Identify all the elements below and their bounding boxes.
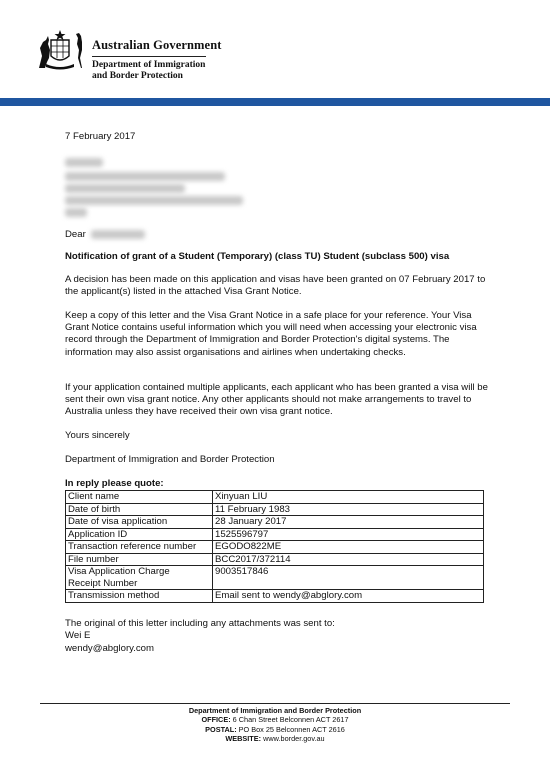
table-value: Xinyuan LIU: [213, 491, 484, 504]
table-value: 9003517846: [213, 566, 484, 590]
table-label: File number: [66, 553, 213, 566]
sent-to-intro: The original of this letter including any attachments was sent to:: [65, 618, 335, 629]
department-line-1: Department of Immigration: [92, 60, 206, 70]
table-value: BCC2017/372114: [213, 553, 484, 566]
footer-website-link[interactable]: www.border.gov.au: [263, 733, 325, 743]
table-label: Application ID: [66, 528, 213, 541]
redacted-address-line: [65, 158, 103, 167]
table-label: Transaction reference number: [66, 541, 213, 554]
redacted-address-line: [65, 196, 243, 205]
table-row: [66, 553, 484, 566]
signatory: Department of Immigration and Border Protection: [65, 454, 275, 465]
table-row: [66, 516, 484, 529]
redacted-address-line: [65, 184, 185, 193]
salutation: [65, 229, 86, 241]
letterhead: [0, 0, 550, 112]
footer-postal-label: POSTAL:: [205, 724, 237, 734]
table-row: [66, 503, 484, 516]
letter-subject: Notification of grant of a Student (Temporary) (class TU) Student (subclass 500) visa: [65, 251, 450, 262]
table-row: [66, 491, 484, 504]
paragraph: If your application contained multiple applicants, each applicant who has been granted a visa will be sent their own visa grant notice. Any other applicants should not make arrangements to travel to Australia unless they have received their own visa grant notice.: [65, 382, 488, 418]
table-value: Email sent to wendy@abglory.com: [213, 590, 484, 603]
paragraph: A decision has been made on this application and visas have been granted on 07 February 2017 to the applicant(s) listed in the attached Visa Grant Notice.: [65, 274, 486, 298]
table-label: Date of visa application: [66, 516, 213, 529]
footer-postal: PO Box 25 Belconnen ACT 2616: [238, 724, 345, 734]
footer-rule: [40, 703, 510, 704]
footer-dept: Department of Immigration and Border Protection: [188, 706, 362, 715]
redacted-address-line: [65, 208, 87, 217]
table-label-line-2: Receipt Number: [68, 577, 138, 589]
salutation-text: Dear: [65, 229, 86, 240]
redacted-address-line: [65, 172, 225, 181]
letterhead-bar: [0, 98, 550, 106]
table-label: Date of birth: [66, 503, 213, 516]
coat-of-arms-icon: [36, 28, 84, 72]
table-value: 1525596797: [213, 528, 484, 541]
department-line-2: and Border Protection: [92, 71, 183, 81]
footer-office-label: OFFICE:: [201, 715, 231, 725]
government-name: Australian Government: [92, 38, 222, 52]
agency-name-block: [92, 38, 222, 82]
table-value: 11 February 1983: [213, 503, 484, 516]
letterhead-rule: [92, 56, 206, 57]
quote-heading: In reply please quote:: [65, 478, 164, 489]
table-row: [66, 590, 484, 603]
table-value: 28 January 2017: [213, 516, 484, 529]
table-value: EGODO822ME: [213, 541, 484, 554]
sent-to-name: Wei E: [65, 630, 91, 641]
closing: Yours sincerely: [65, 430, 130, 441]
table-label-line-1: Visa Application Charge: [68, 566, 170, 577]
footer-website-label: WEBSITE:: [225, 733, 262, 743]
table-label: Transmission method: [66, 590, 213, 603]
table-row: [66, 541, 484, 554]
table-label: [66, 566, 213, 590]
footer: [0, 706, 550, 743]
table-label: Client name: [66, 491, 213, 504]
redacted-recipient-name: [91, 230, 145, 239]
reference-table: [65, 490, 484, 603]
letter-date: 7 February 2017: [65, 131, 136, 142]
paragraph: Keep a copy of this letter and the Visa Grant Notice in a safe place for your reference. Your Visa Grant Notice contains useful information which you will need when accessing your electronic visa record through the Department of Immigration and Border Protection's digital systems. The information may also assist organisations and airlines when undertaking checks.: [65, 310, 477, 358]
table-row: [66, 528, 484, 541]
footer-office: 6 Chan Street Belconnen ACT 2617: [232, 715, 349, 725]
sent-to-email: wendy@abglory.com: [65, 643, 155, 654]
table-row: [66, 566, 484, 590]
